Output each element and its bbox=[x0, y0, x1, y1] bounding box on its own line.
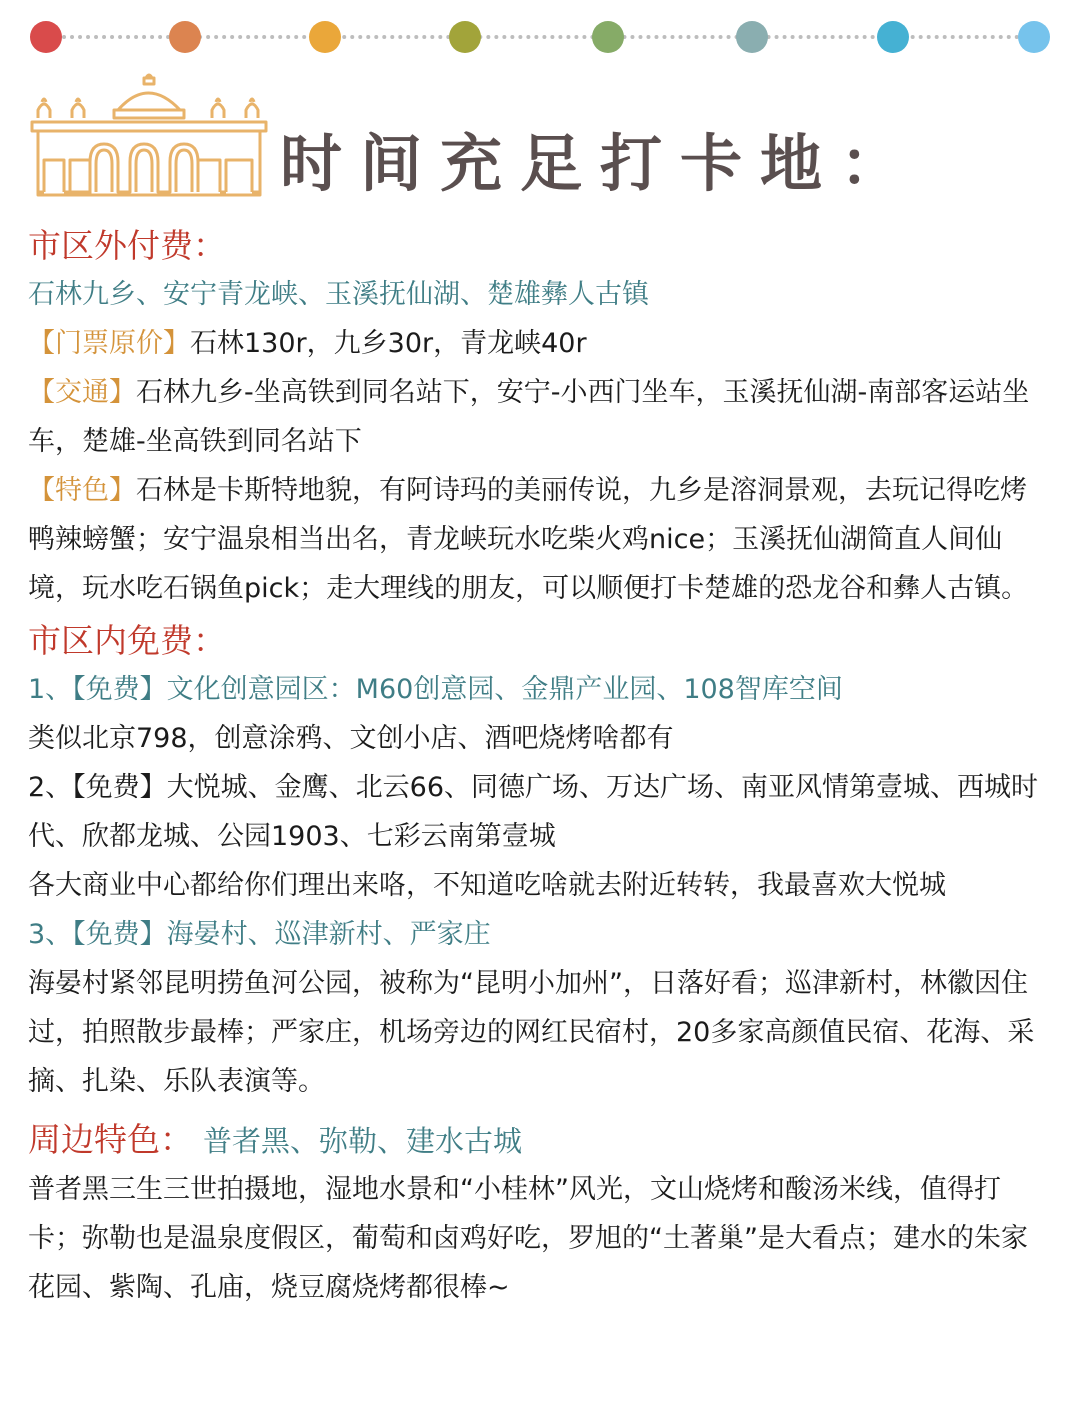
nearby-desc: 普者黑三生三世拍摄地，湿地水景和“小桂林”风光，文山烧烤和酸汤米线，值得打卡；弥勒也是温泉度假区，葡萄和卤鸡好吃，罗旭的“土著巢”是大看点；建水的朱家花园、紫陶、孔庙，烧豆腐烧烤都很棒~ bbox=[28, 1174, 1028, 1303]
section-heading: 市区外付费： bbox=[28, 226, 226, 265]
free-item-title: 2、【免费】大悦城、金鹰、北云66、同德广场、万达广场、南亚风情第壹城、西城时代、欣都龙城、公园1903、七彩云南第壹城 bbox=[28, 772, 1039, 852]
page-header bbox=[30, 72, 1050, 202]
traffic-text: 石林九乡-坐高铁到同名站下，安宁-小西门坐车，玉溪抚仙湖-南部客运站坐车，楚雄-坐高铁到同名站下 bbox=[28, 377, 1030, 457]
page-title: 时间充足打卡地： bbox=[280, 127, 921, 200]
traffic-paragraph bbox=[28, 368, 1053, 466]
dot-5 bbox=[592, 21, 624, 53]
dot-7 bbox=[877, 21, 909, 53]
dot-4 bbox=[449, 21, 481, 53]
places-list: 普者黑、弥勒、建水古城 bbox=[203, 1124, 523, 1158]
content-body bbox=[28, 222, 1053, 1312]
section-outside-paid bbox=[28, 222, 1053, 613]
feature-tag: 【特色】 bbox=[28, 475, 136, 506]
section-heading: 市区内免费： bbox=[28, 621, 226, 660]
decorative-dots-row bbox=[30, 20, 1052, 54]
free-item-title: 3、【免费】海晏村、巡津新村、严家庄 bbox=[28, 919, 491, 950]
dot-3 bbox=[309, 21, 341, 53]
free-item-desc: 海晏村紧邻昆明捞鱼河公园，被称为“昆明小加州”，日落好看；巡津新村，林徽因住过，拍照散步最棒；严家庄，机场旁边的网红民宿村，20多家高颜值民宿、花海、采摘、扎染、乐队表演等。 bbox=[28, 968, 1035, 1097]
feature-paragraph bbox=[28, 466, 1053, 613]
free-item-desc: 各大商业中心都给你们理出来咯，不知道吃啥就去附近转转，我最喜欢大悦城 bbox=[28, 870, 946, 901]
free-item-desc: 类似北京798，创意涂鸦、文创小店、酒吧烧烤啥都有 bbox=[28, 723, 674, 754]
palace-gate-icon bbox=[30, 72, 268, 200]
dot-6 bbox=[736, 21, 768, 53]
section-heading-row bbox=[28, 1116, 1053, 1165]
ticket-price-tag: 【门票原价】 bbox=[28, 328, 190, 359]
free-item-title: 1、【免费】文化创意园区：M60创意园、金鼎产业园、108智库空间 bbox=[28, 674, 843, 705]
section-nearby bbox=[28, 1116, 1053, 1312]
places-list: 石林九乡、安宁青龙峡、玉溪抚仙湖、楚雄彝人古镇 bbox=[28, 279, 649, 310]
dot-2 bbox=[169, 21, 201, 53]
traffic-tag: 【交通】 bbox=[28, 377, 136, 408]
section-inside-free bbox=[28, 617, 1053, 1106]
ticket-price-text: 石林130r，九乡30r，青龙峡40r bbox=[190, 328, 587, 359]
section-heading: 周边特色： bbox=[28, 1120, 193, 1159]
dot-1 bbox=[30, 21, 62, 53]
ticket-price-line bbox=[28, 319, 1053, 368]
dot-8 bbox=[1018, 21, 1050, 53]
feature-text: 石林是卡斯特地貌，有阿诗玛的美丽传说，九乡是溶洞景观，去玩记得吃烤鸭辣螃蟹；安宁温泉相当出名，青龙峡玩水吃柴火鸡nice；玉溪抚仙湖简直人间仙境，玩水吃石锅鱼pick；走大理线的朋友，可以顺便打卡楚雄的恐龙谷和彝人古镇。 bbox=[28, 475, 1029, 604]
